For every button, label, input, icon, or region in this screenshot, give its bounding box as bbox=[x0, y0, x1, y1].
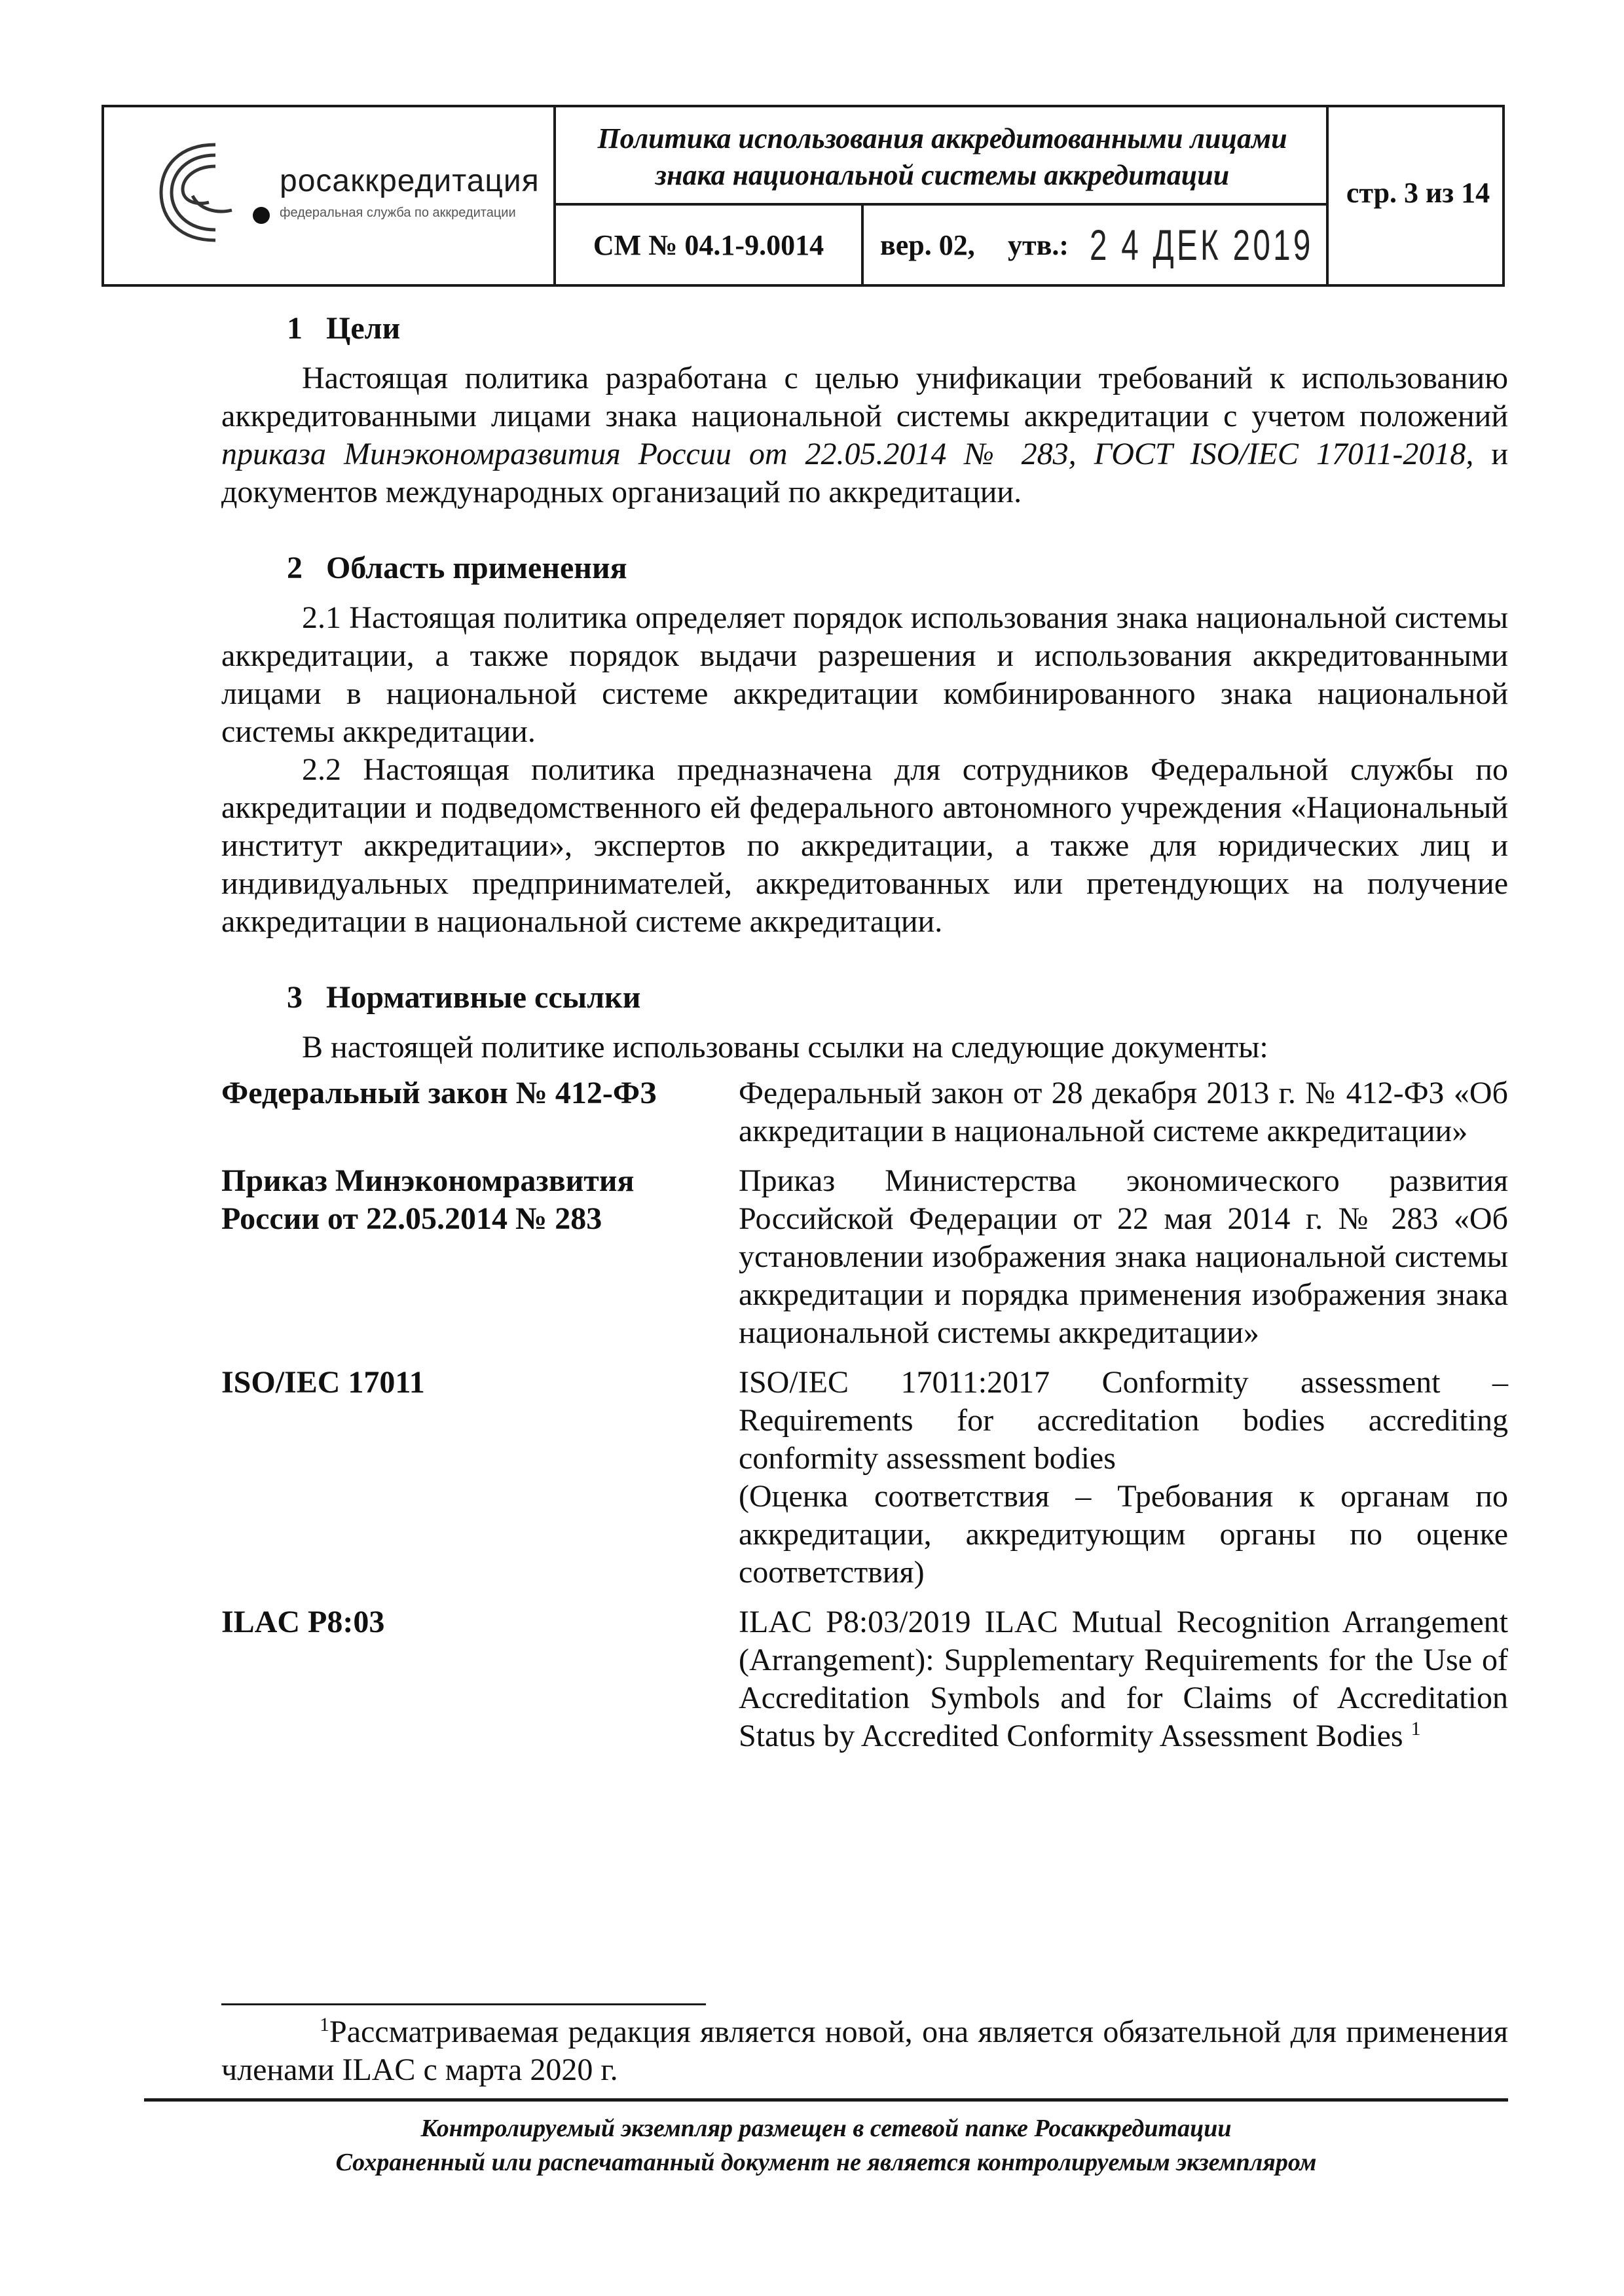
paragraph-text: Настоящая политика разработана с целью унификации требований к использованию аккредитованными лицами знака национальной системы аккредитации с учетом положений bbox=[221, 361, 1508, 433]
footnote-text: Рассматриваемая редакция является новой, она является обязательной для применения членами ILAC с марта 2020 г. bbox=[221, 2014, 1508, 2087]
section-heading bbox=[287, 310, 1508, 348]
section-number: 1 bbox=[287, 311, 303, 346]
section-title: Область применения bbox=[326, 551, 627, 585]
document-title-line: знака национальной системы аккредитации bbox=[655, 159, 1230, 191]
org-subtitle: федеральная служба по аккредитации bbox=[280, 206, 516, 220]
page-footer bbox=[144, 2111, 1508, 2179]
logo-cell bbox=[104, 107, 556, 284]
reference-value bbox=[739, 1603, 1508, 1755]
reference-key: Приказ Минэкономразвития России от 22.05.2014 № 283 bbox=[221, 1163, 635, 1236]
footnote-rule bbox=[221, 2003, 706, 2005]
footnote bbox=[221, 2013, 1508, 2089]
section-number: 3 bbox=[287, 980, 303, 1015]
paragraph: В настоящей политике использованы ссылки на следующие документы: bbox=[302, 1030, 1268, 1065]
section-title: Нормативные ссылки bbox=[326, 980, 641, 1015]
reference-translation: (Оценка соответствия – Требования к органам по аккредитации, аккредитующим органы по оценке соответствия) bbox=[739, 1479, 1508, 1590]
rosaccreditation-logo-icon bbox=[153, 137, 271, 248]
footnote-number: 1 bbox=[320, 2014, 329, 2035]
approved-label: утв.: bbox=[1008, 229, 1069, 261]
reference-key: ISO/IEC 17011 bbox=[221, 1365, 425, 1400]
reference-row bbox=[221, 1074, 1508, 1150]
reference-text: ISO/IEC 17011:2017 Conformity assessment – Requirements for accreditation bodies accrediting conformity assessment bodies bbox=[739, 1365, 1508, 1476]
approved-date-stamp: 2 4 ДЕК 2019 bbox=[1090, 221, 1314, 269]
org-name: росаккредитация bbox=[280, 164, 540, 198]
reference-value bbox=[739, 1162, 1508, 1352]
paragraph: 2.2 Настоящая политика предназначена для сотрудников Федеральной службы по аккредитации и подведомственного ей федерального автономного учреждения «Национальный институт аккредитации», экспертов по аккредитации, а также для юридических лиц и индивидуальных предпринимателей, аккредитованных или претендующих на получение аккредитации в национальной системе аккредитации. bbox=[221, 752, 1508, 939]
document-header bbox=[101, 105, 1505, 287]
document-number: СМ № 04.1-9.0014 bbox=[593, 229, 824, 261]
paragraph: 2.1 Настоящая политика определяет порядок использования знака национальной системы аккредитации, а также порядок выдачи разрешения и использования аккредитованными лицами в национальной системе аккредитации комбинированного знака национальной системы аккредитации. bbox=[221, 600, 1508, 749]
footnote-marker: 1 bbox=[1411, 1718, 1421, 1740]
header-divider bbox=[861, 204, 864, 284]
reference-row bbox=[221, 1162, 1508, 1352]
reference-text: Федеральный закон от 28 декабря 2013 г. № 412-ФЗ «Об аккредитации в национальной системе аккредитации» bbox=[739, 1076, 1508, 1148]
page-number: стр. 3 из 14 bbox=[1346, 177, 1490, 209]
section-number: 2 bbox=[287, 551, 303, 585]
references-table bbox=[221, 1074, 1508, 1755]
footer-rule bbox=[144, 2098, 1508, 2102]
paragraph bbox=[221, 359, 1508, 511]
reference-text: ILAC P8:03/2019 ILAC Mutual Recognition Arrangement (Arrangement): Supplementary Requirements for the Use of Accreditation Symbols and for Claims of Accreditation Status by Accredited Conformity Assessment Bodies bbox=[739, 1605, 1508, 1753]
reference-row bbox=[221, 1603, 1508, 1755]
reference-row bbox=[221, 1364, 1508, 1592]
section-heading bbox=[287, 979, 1508, 1017]
reference-key: Федеральный закон № 412-ФЗ bbox=[221, 1076, 657, 1110]
document-version: вер. 02, bbox=[880, 229, 975, 261]
paragraph-text: и документов международных организаций по аккредитации. bbox=[221, 437, 1509, 509]
footer-line: Контролируемый экземпляр размещен в сетевой папке Росаккредитации bbox=[420, 2115, 1232, 2142]
header-divider bbox=[556, 203, 1326, 206]
reference-value bbox=[739, 1364, 1508, 1592]
document-title-line: Политика использования аккредитованными лицами bbox=[597, 122, 1287, 155]
document-body bbox=[221, 298, 1508, 1767]
reference-value bbox=[739, 1074, 1508, 1150]
paragraph-italic-text: приказа Минэкономразвития России от 22.05.2014 № 283, ГОСТ ISO/IEC 17011-2018, bbox=[221, 437, 1474, 471]
section-title: Цели bbox=[326, 311, 401, 346]
reference-text: Приказ Министерства экономического развития Российской Федерации от 22 мая 2014 г. № 283 «Об установлении изображения знака национальной системы аккредитации и порядка применения изображения знака национальной системы аккредитации» bbox=[739, 1163, 1508, 1350]
footer-line: Сохраненный или распечатанный документ не является контролируемым экземпляром bbox=[335, 2149, 1317, 2176]
document-title bbox=[556, 120, 1329, 194]
section-heading bbox=[287, 549, 1508, 587]
reference-key: ILAC P8:03 bbox=[221, 1605, 385, 1639]
